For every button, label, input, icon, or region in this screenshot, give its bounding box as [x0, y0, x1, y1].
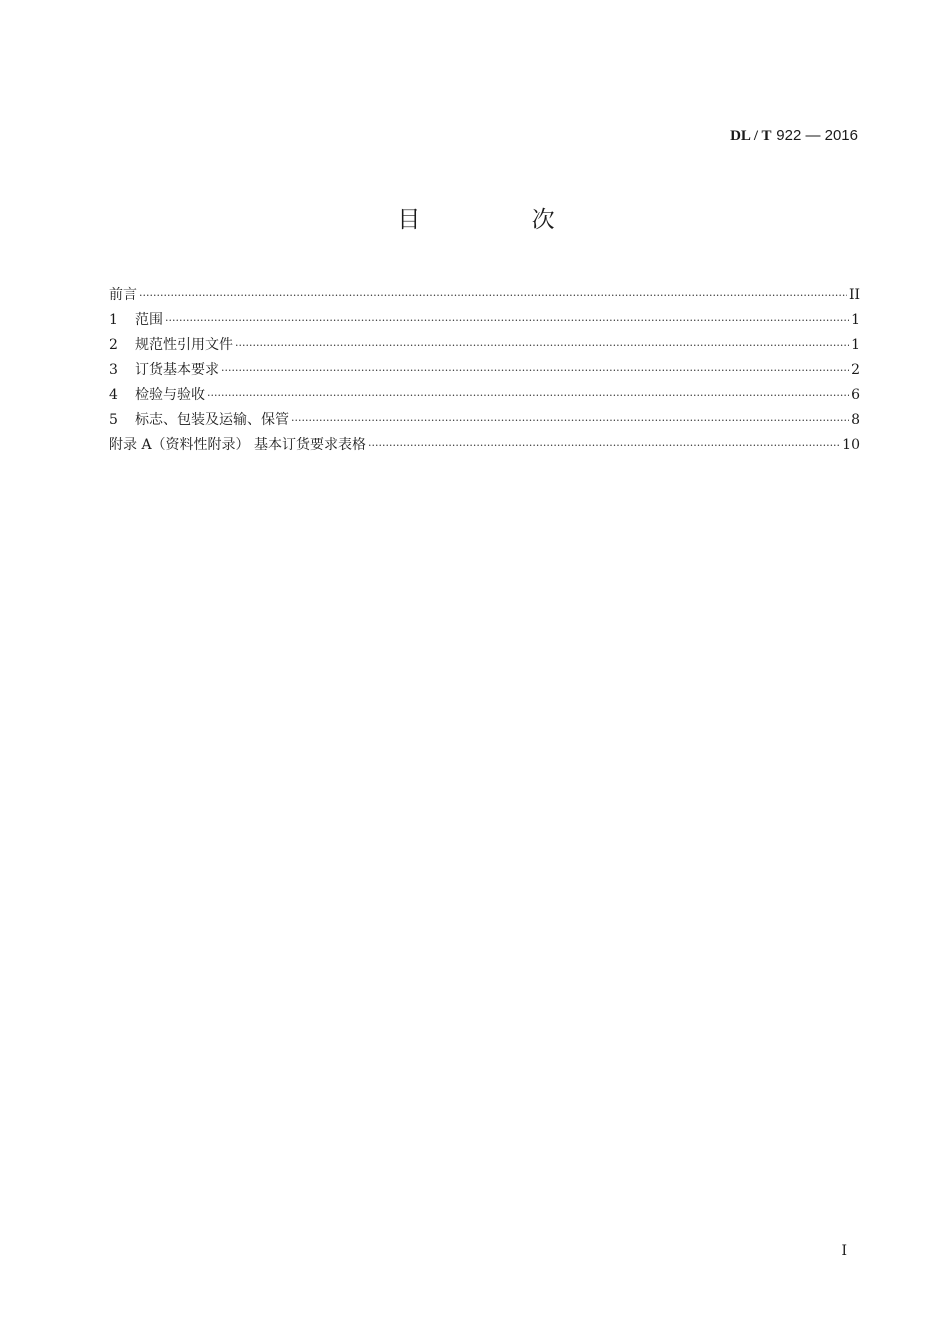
toc-entry-inspection-acceptance[interactable]: [109, 383, 860, 408]
page-number: I: [841, 1243, 847, 1259]
standard-number: 922 — 2016: [776, 127, 858, 144]
page-title: 目 次: [397, 207, 607, 233]
toc-entry-number: 3: [109, 362, 118, 378]
standard-prefix: DL / T: [730, 128, 772, 144]
toc-entry-page: II: [848, 287, 860, 303]
toc-entry-number: 4: [109, 387, 118, 403]
toc-leader-dots: [291, 408, 849, 433]
toc-entry-normative-references[interactable]: [109, 333, 860, 358]
toc-leader-dots: [221, 358, 849, 383]
toc-entry-appendix-a[interactable]: [109, 433, 860, 458]
toc-entry-page: 1: [851, 337, 860, 353]
toc-entry-title: 附录 A（资料性附录） 基本订货要求表格: [109, 437, 367, 453]
toc-entry-scope[interactable]: [109, 308, 860, 333]
toc-entry-title: 订货基本要求: [135, 362, 219, 378]
toc-entry-page: 6: [851, 387, 860, 403]
toc-leader-dots: [235, 333, 849, 358]
toc-entry-ordering-requirements[interactable]: [109, 358, 860, 383]
toc-entry-title: 规范性引用文件: [135, 337, 233, 353]
toc-leader-dots: [139, 283, 847, 308]
toc-entry-page: 1: [851, 312, 860, 328]
toc-entry-number: 5: [109, 412, 118, 428]
toc-leader-dots: [368, 433, 840, 458]
toc-entry-title: 范围: [135, 312, 163, 328]
table-of-contents: [109, 283, 860, 458]
toc-entry-foreword[interactable]: [109, 283, 860, 308]
toc-entry-page: 2: [851, 362, 860, 378]
toc-entry-marking-packaging[interactable]: [109, 408, 860, 433]
toc-entry-page: 8: [851, 412, 860, 428]
toc-leader-dots: [165, 308, 849, 333]
toc-entry-number: 1: [109, 312, 118, 328]
toc-entry-page: 10: [842, 437, 860, 453]
toc-entry-title: 前言: [109, 287, 137, 303]
toc-entry-title: 检验与验收: [135, 387, 205, 403]
toc-entry-title: 标志、包装及运输、保管: [135, 412, 289, 428]
standard-code: [730, 125, 858, 146]
toc-entry-number: 2: [109, 337, 118, 353]
toc-leader-dots: [207, 383, 849, 408]
